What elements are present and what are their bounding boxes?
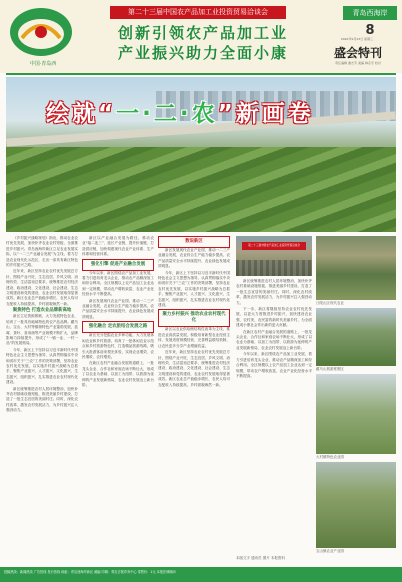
col4-body-repeat: 今年以来，新区围绕农产品加工业发展，着力引进培育龙头企业，推动农产品精深加工和综合利用。全区规模以上农产品加工企业达到一定规模，带动农户增收致富，农业产业化经营水平不断提高。 <box>236 352 312 378</box>
col2-body-repeat: 新区发展现代农业产业园，推动一二三产业融合发展，农业综合生产能力稳步提高，农产品质量安全水平持续提升，农业绿色发展成效明显。 <box>82 298 154 319</box>
banner-title-part1: 绘就“ <box>46 101 117 127</box>
farm-park-photo <box>316 374 396 454</box>
expo-banner: 第二十三届中国农产品加工业投资贸易洽谈会 <box>110 6 286 19</box>
slogan-line-1: 创新引领农产品加工业 <box>118 24 289 42</box>
col2-body: 今年以来，新区围绕农产品加工业发展，着力引进培育龙头企业，推动农产品精深加工和综合利用。全区规模以上农产品加工企业达到一定规模，带动农户增收致富，农业产业化经营水平不断提高。 <box>82 270 154 297</box>
article-column-1 <box>6 236 78 564</box>
footer-text: 投稿热线：新闻热线 广告热线 发行热线 地址：青岛西海岸新区 邮编 印刷：青岛日报印务中心 零售价：1元 本报法律顾问 <box>4 570 176 574</box>
paper-name: 青岛西海岸 <box>343 6 397 20</box>
banner-title-part2: 一·二·农 <box>116 101 218 127</box>
col2-body-repeat2: 在新区农村产业融合发展的道路上，一批龙头企业、合作社和家庭农场不断壮大，形成了以农业为基础、以加工为纽带、以旅游为延伸的产业发展新格局，农业农村发展迈上新台阶。 <box>82 361 154 387</box>
header-divider <box>6 73 396 75</box>
hill-farm-caption: 丘陵山区现代农业 <box>316 301 344 305</box>
col3-body2: 新区以农业供给侧结构性改革为主线，推进农业高质量发展，积极培育新型农业经营主体，发展适度规模经营，完善利益联结机制，让农民更多分享产业增值收益。 <box>158 327 230 348</box>
col3-lead: 新区发展现代农业产业园，推动一二三产业融合发展，农业综合生产能力稳步提高，农产品质量安全水平持续提升，农业绿色发展成效明显。 <box>158 248 230 269</box>
hill-farm-photo <box>316 236 396 300</box>
col1-body2: 新区立足资源禀赋，大力发展特色农业，培育了一批具有地域特色的农产品品牌。藏马山、宝山、大村等镇街特色产业蓬勃发展，蓝莓、茶叶、食用菌等产业规模不断扩大，品牌影响力持续提升，形成了“一镇一业、一村一品”的发展格局。 <box>6 314 78 346</box>
col3-body: 今年，新区上下坚持以习近平新时代中国特色社会主义思想为指导，认真贯彻落实中央和省市关于“三农”工作的决策部署，坚持农业农村优先发展，以实施乡村振兴战略为总抓手，聚焦产业振兴、人才振兴、文化振兴、生态振兴、组织振兴，扎实推进农业农村现代化建设。 <box>158 270 230 308</box>
page-number: 8 <box>365 23 375 38</box>
event-stage-banner: 第二十三届中国农产品加工业投资贸易洽谈会 <box>242 242 306 250</box>
industrial-park-photo <box>316 462 396 548</box>
special-edition-label: 盛会特刊 <box>333 46 382 60</box>
farm-park-caption: 大村镇特色农业园 <box>316 455 344 459</box>
event-crowd <box>236 260 312 276</box>
col2-subheading-2: 强化融合 走农旅结合发展之路 <box>82 321 154 333</box>
tourism-photo <box>316 308 396 366</box>
banner-title <box>46 95 314 128</box>
banner-photo <box>6 77 396 232</box>
col2-subheading: 强化引擎 促进产业融合发展 <box>82 259 154 271</box>
col1-body-repeat2: 新区统筹推进农村人居环境整治，加快补齐农村基础设施短板，推进美丽乡村建设，打造了一批生态宜居的美丽村庄。同时，深化农村改革，激发农村发展活力，为乡村振兴注入强劲动力。 <box>6 386 78 413</box>
industrial-park-caption: 宝山镇农业产业园 <box>316 549 344 553</box>
slogan-line-2: 产业振兴助力全面小康 <box>118 44 289 62</box>
article-column-2 <box>82 236 154 564</box>
col3-subheading: 数说新区 <box>158 236 230 248</box>
banner-fields <box>6 147 396 232</box>
col1-subheading: 聚焦特色 打造农业品牌新高地 <box>12 308 72 314</box>
expo-logo <box>8 4 74 60</box>
article-credit: 本版文字 通讯员 图片 本报资料 <box>236 556 285 560</box>
logo-caption: 中国·青岛西 <box>29 61 57 67</box>
event-photo <box>236 236 312 276</box>
col3-body-repeat: 近年来，新区坚持农业农村优先发展总方针，围绕产业兴旺、生态宜居、乡风文明、治理有效、生活富裕总要求，统筹推进农村经济建设、政治建设、文化建设、社会建设、生态文明建设和党的建设，农业农村发展取得显著成效。新区农业总产值稳步增长，农民人均可支配收入持续提高，乡村面貌焕然一新。 <box>158 350 230 387</box>
col4-body: 新区统筹推进农村人居环境整治，加快补齐农村基础设施短板，推进美丽乡村建设，打造了一批生态宜居的美丽村庄。同时，深化农村改革，激发农村发展活力，为乡村振兴注入强劲动力。 <box>236 279 312 305</box>
col2-lead: 新区以产业融合发展为路径，推动农业“接二连三”，延长产业链、提升价值链、打造供应链，加快构建现代农业产业体系、生产体系和经营体系。 <box>82 236 154 257</box>
article-column-4 <box>236 279 312 564</box>
col4-body3: 在新区农村产业融合发展的道路上，一批龙头企业、合作社和家庭农场不断壮大，形成了以农业为基础、以加工为纽带、以旅游为延伸的产业发展新格局，农业农村发展迈上新台阶。 <box>236 329 312 350</box>
banner-title-part3: ”新画卷 <box>217 101 314 127</box>
article-column-3 <box>158 236 230 564</box>
col3-subheading-2: 聚力乡村振兴 推动农业农村现代化 <box>158 309 230 327</box>
col1-body: 近年来，新区坚持农业农村优先发展总方针，围绕产业兴旺、生态宜居、乡风文明、治理有效、生活富裕总要求，统筹推进农村经济建设、政治建设、文化建设、社会建设、生态文明建设和党的建设，农业农村发展取得显著成效。新区农业总产值稳步增长，农民人均可支配收入持续提高，乡村面貌焕然一新。 <box>6 269 78 306</box>
issue-date: 2020年9月23日 星期三 <box>340 37 374 41</box>
col2-body2: 新区充分挖掘农业多种功能，大力发展休闲农业和乡村旅游，培育了一批休闲农业示范点和乡村旅游特色村，打造精品旅游线路，吸引大批游客前来观光体验，实现农业增效、农民增收、农村增美。 <box>82 333 154 359</box>
editor-credits: 责任编辑 谢志芳 美编 韩宗宇 校对 <box>335 61 381 65</box>
tourism-caption: 藏马山旅游度假区 <box>316 367 344 371</box>
col1-lead: 《乡村振兴战略规划》指出，推动农业农村优先发展，加快补齐农业农村短板，全面推进乡村振兴。青岛西海岸新区立足农业发展实际，以“一二三产业融合发展”为主线，着力打造农业现代化示范区，走出一条具有新区特色的乡村振兴之路。 <box>6 236 78 268</box>
col4-body2: 下一步，新区将继续坚持农业农村优先发展，以更大力度推进乡村振兴，加快建设农业强、农村美、农民富的新时代美丽乡村，为全面建成小康社会作出新的更大贡献。 <box>236 307 312 328</box>
col1-body-repeat: 今年，新区上下坚持以习近平新时代中国特色社会主义思想为指导，认真贯彻落实中央和省市关于“三农”工作的决策部署，坚持农业农村优先发展，以实施乡村振兴战略为总抓手，聚焦产业振兴、人才振兴、文化振兴、生态振兴、组织振兴，扎实推进农业农村现代化建设。 <box>6 347 78 385</box>
